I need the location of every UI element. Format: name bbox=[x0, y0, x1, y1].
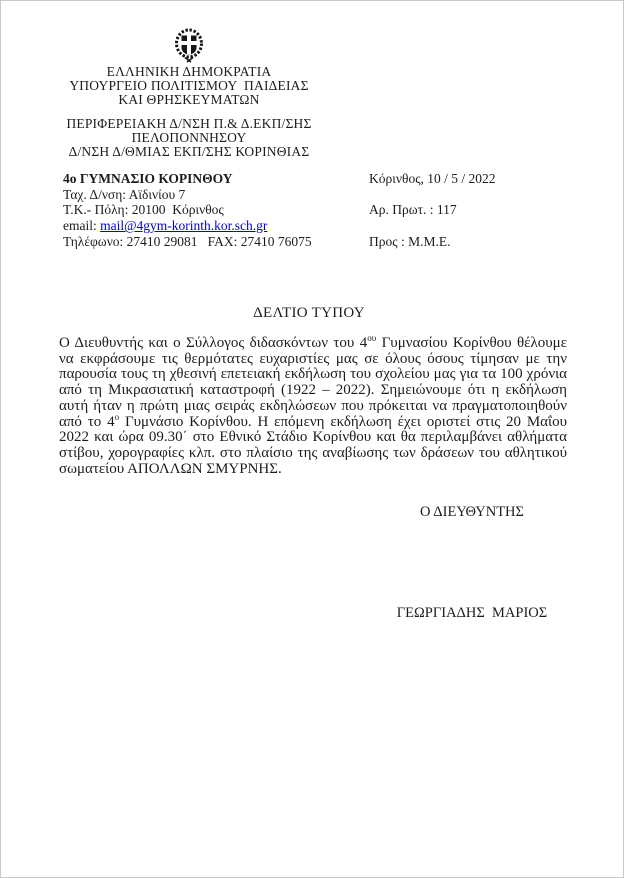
school-city: Τ.Κ.- Πόλη: 20100 Κόρινθος bbox=[63, 202, 224, 218]
email-link[interactable]: mail@4gym-korinth.kor.sch.gr bbox=[100, 218, 268, 234]
recipient: Προς : Μ.Μ.Ε. bbox=[369, 233, 451, 249]
ministry-line: ΕΛΛΗΝΙΚΗ ΔΗΜΟΚΡΑΤΙΑ bbox=[106, 64, 272, 79]
school-email-row bbox=[63, 218, 363, 234]
protocol-number: Αρ. Πρωτ. : 117 bbox=[369, 202, 457, 218]
school-name: 4ο ΓΥΜΝΑΣΙΟ ΚΟΡΙΝΘΟΥ bbox=[63, 171, 233, 186]
school-contact-block bbox=[63, 171, 363, 250]
directorate-line: ΠΕΡΙΦΕΡΕΙΑΚΗ Δ/ΝΣΗ Π.& Δ.ΕΚΠ/ΣΗΣ bbox=[66, 115, 312, 131]
document-header bbox=[58, 27, 320, 159]
ministry-line: ΚΑΙ ΘΡΗΣΚΕΥΜΑΤΩΝ bbox=[118, 92, 260, 108]
paragraph-text: Γυμνασίου Κορίνθου θέλουμε να εκφράσουμε τις θερμότατες ευχαριστίες μας σε όλους όσους τίμησαν με την παρουσία τους τη χθεσινή επετειακή εκδήλωση του σχολείου μας για τα 100 χρόνια από τη Μικρασιατική καταστροφή (1922 – 2022). Σημειώνουμε ότι η εκδήλωση αυτή ήταν η πρώτη μιας σειράς εκδηλώσεων που πρόκειται να πραγματοποιηθούν από το 4 bbox=[59, 335, 567, 430]
ministry-line: ΥΠΟΥΡΓΕΙΟ ΠΟΛΙΤΙΣΜΟΥ ΠΑΙΔΕΙΑΣ bbox=[69, 78, 309, 94]
email-label: email: bbox=[63, 218, 101, 234]
school-phone-fax: Τηλέφωνο: 27410 29081 FAX: 27410 76075 bbox=[63, 233, 312, 249]
ordinal-superscript: ου bbox=[367, 333, 377, 343]
directorate-line: Δ/ΝΣΗ Δ/ΘΜΙΑΣ ΕΚΠ/ΣΗΣ ΚΟΡΙΝΘΙΑΣ bbox=[68, 144, 310, 160]
paragraph-text: Ο Διευθυντής και ο Σύλλογος διδασκόντων του 4 bbox=[59, 335, 368, 351]
signature-name: ΓΕΩΡΓΙΑΔΗΣ ΜΑΡΙΟΣ bbox=[396, 605, 548, 621]
protocol-block bbox=[369, 171, 579, 265]
greek-republic-emblem-icon bbox=[173, 27, 205, 63]
place-date: Κόρινθος, 10 / 5 / 2022 bbox=[369, 171, 496, 186]
press-release-body bbox=[59, 333, 567, 477]
press-release-title: ΔΕΛΤΙΟ ΤΥΠΟΥ bbox=[253, 305, 365, 321]
paragraph-text: Γυμνάσιο Κορίνθου. Η επόμενη εκδήλωση έχει οριστεί στις 20 Μαΐου 2022 και ώρα 09.30΄ στο Εθνικό Στάδιο Κορίνθου και θα περιλαμβάνει αθλήματα στίβου, χορογραφίες κλπ. στο πλαίσιο της αναβίωσης των δράσεων του αθλητικού σωματείου ΑΠΟΛΛΩΝ ΣΜΥΡΝΗΣ. bbox=[59, 413, 567, 477]
directorate-line: ΠΕΛΟΠΟΝΝΗΣΟΥ bbox=[131, 129, 247, 145]
ordinal-superscript: ο bbox=[114, 411, 120, 422]
signature-role: Ο ΔΙΕΥΘΥΝΤΗΣ bbox=[420, 504, 524, 520]
directorate-block bbox=[58, 117, 320, 160]
school-address: Ταχ. Δ/νση: Αϊδινίου 7 bbox=[63, 186, 186, 202]
